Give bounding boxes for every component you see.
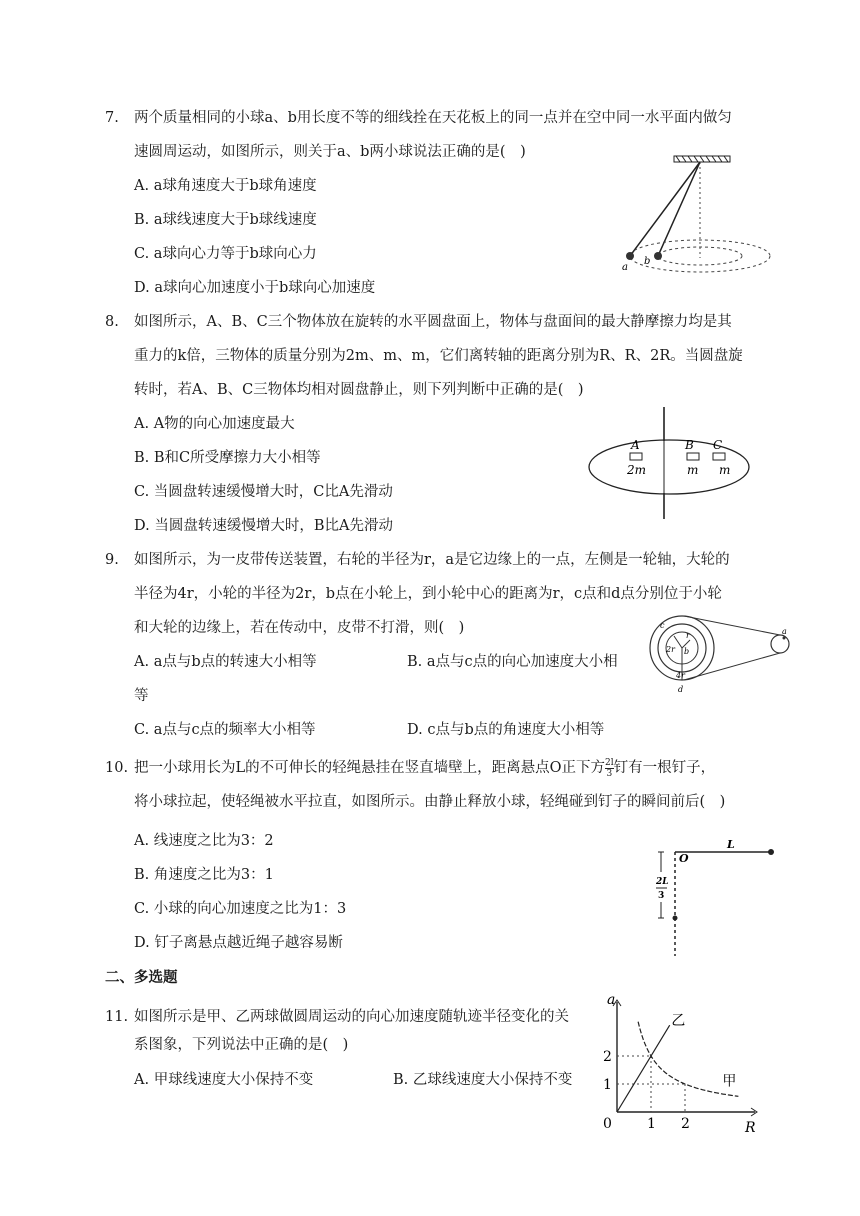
option-a: A. a球角速度大于b球角速度 xyxy=(134,178,317,194)
fraction-numerator: 2l xyxy=(605,757,614,768)
x-axis-label: R xyxy=(745,1120,756,1136)
label-2L: 2L xyxy=(656,877,669,887)
mass-A: 2m xyxy=(627,463,647,477)
label-O: O xyxy=(679,852,689,865)
label-A: A xyxy=(631,438,640,452)
option-c: C. 当圆盘转速缓慢增大时，C比A先滑动 xyxy=(134,484,393,500)
question-stem-line: 如图所示，为一皮带传送装置，右轮的半径为r，a是它边缘上的一点，左侧是一轮轴，大轮的 xyxy=(134,552,730,568)
stem-text: 把一小球用长为L的不可伸长的轻绳悬挂在竖直墙壁上，距离悬点O正下方 xyxy=(134,760,606,776)
label-2r: 2r xyxy=(666,645,675,654)
question-stem-line: 速圆周运动，如图所示，则关于a、b两小球说法正确的是( ) xyxy=(134,144,526,160)
mass-C: m xyxy=(719,463,731,477)
fraction xyxy=(605,758,614,779)
conical-pendulum-figure xyxy=(614,152,774,278)
question-stem-line: 重力的k倍，三物体的质量分别为2m、m、m，它们离转轴的距离分别为R、R、2R。当圆盘旋 xyxy=(134,348,743,364)
turntable-figure xyxy=(585,405,757,521)
label-a: a xyxy=(782,627,787,636)
label-L: L xyxy=(727,838,735,851)
option-c: C. a点与c点的频率大小相等 xyxy=(134,722,316,738)
option-b-wrap: 等 xyxy=(134,688,149,704)
acceleration-radius-chart xyxy=(595,990,765,1136)
option-a: A. A物的向心加速度最大 xyxy=(134,416,295,432)
mass-B: m xyxy=(687,463,699,477)
question-stem-line: 两个质量相同的小球a、b用长度不等的细线拴在天花板上的同一点并在空中同一水平面内做匀 xyxy=(134,110,732,126)
series-label-yi: 乙 xyxy=(671,1013,686,1030)
question-stem-line: 和大轮的边缘上，若在传动中，皮带不打滑，则( ) xyxy=(134,620,465,636)
option-d: D. c点与b点的角速度大小相等 xyxy=(407,722,605,738)
option-a: A. 甲球线速度大小保持不变 xyxy=(134,1072,314,1088)
y-axis-label: a xyxy=(607,992,616,1008)
option-c: C. a球向心力等于b球向心力 xyxy=(134,246,317,262)
option-d: D. 当圆盘转速缓慢增大时，B比A先滑动 xyxy=(134,518,393,534)
question-number: 7. xyxy=(105,110,119,126)
option-d: D. 钉子离悬点越近绳子越容易断 xyxy=(134,935,343,951)
stem-text: 钉有一根钉子， xyxy=(613,760,716,776)
option-b: B. 乙球线速度大小保持不变 xyxy=(393,1072,573,1088)
option-b: B. a点与c点的向心加速度大小相 xyxy=(407,654,618,670)
question-number: 9. xyxy=(105,552,119,568)
question-stem-line: 如图所示是甲、乙两球做圆周运动的向心加速度随轨迹半径变化的关 xyxy=(134,1009,569,1025)
option-a: A. 线速度之比为3：2 xyxy=(134,833,274,849)
option-b: B. 角速度之比为3：1 xyxy=(134,867,274,883)
option-b: B. B和C所受摩擦力大小相等 xyxy=(134,450,321,466)
label-b: b xyxy=(684,647,690,656)
fraction-denominator: 3 xyxy=(606,768,613,779)
label-B: B xyxy=(685,438,694,452)
label-C: C xyxy=(713,438,723,452)
label-3: 3 xyxy=(658,891,665,901)
question-stem-line: 转时，若A、B、C三物体均相对圆盘静止，则下列判断中正确的是( ) xyxy=(134,382,584,398)
option-b: B. a球线速度大于b球线速度 xyxy=(134,212,317,228)
question-stem-line: 半径为4r，小轮的半径为2r，b点在小轮上，到小轮中心的距离为r，c点和d点分别位于小轮 xyxy=(134,586,722,602)
x-tick-label: 0 xyxy=(603,1116,612,1132)
label-c: c xyxy=(660,621,665,630)
question-stem-line: 如图所示，A、B、C三个物体放在旋转的水平圆盘面上，物体与盘面间的最大静摩擦力均是其 xyxy=(134,314,732,330)
label-a: a xyxy=(622,262,628,273)
label-r: r xyxy=(686,631,690,640)
question-stem-line: 系图象，下列说法中正确的是( ) xyxy=(134,1037,349,1053)
x-tick-label: 1 xyxy=(647,1116,656,1132)
series-label-jia: 甲 xyxy=(722,1073,737,1090)
label-b: b xyxy=(644,256,651,267)
pendulum-nail-figure xyxy=(653,838,777,960)
label-d: d xyxy=(678,685,684,694)
y-tick-label: 1 xyxy=(603,1077,612,1093)
y-tick-label: 2 xyxy=(603,1049,612,1065)
section-heading: 二、多选题 xyxy=(105,969,178,986)
question-number: 10. xyxy=(105,760,129,776)
belt-drive-figure xyxy=(644,614,792,694)
option-c: C. 小球的向心加速度之比为1：3 xyxy=(134,901,347,917)
question-number: 8. xyxy=(105,314,119,330)
option-d: D. a球向心加速度小于b球向心加速度 xyxy=(134,280,376,296)
option-a: A. a点与b点的转速大小相等 xyxy=(134,654,317,670)
question-stem-line: 将小球拉起，使轻绳被水平拉直，如图所示。由静止释放小球，轻绳碰到钉子的瞬间前后( ) xyxy=(134,794,726,810)
label-4r: 4r xyxy=(676,671,685,680)
x-tick-label: 2 xyxy=(681,1116,690,1132)
question-stem-line xyxy=(134,751,759,785)
question-number: 11. xyxy=(105,1009,129,1025)
